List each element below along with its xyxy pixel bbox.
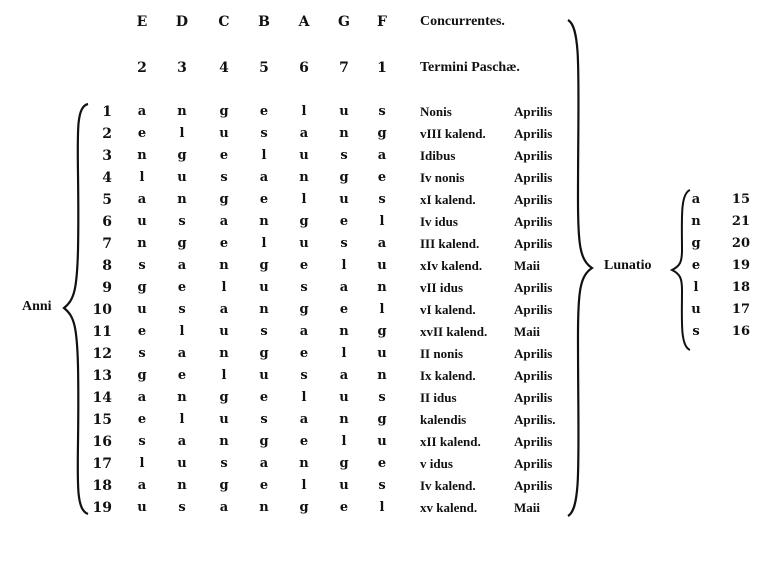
- year-number: 18: [92, 478, 112, 494]
- letter-cell: e: [137, 324, 147, 339]
- date-cell: vIII kalend.: [420, 126, 486, 141]
- letter-cell: s: [340, 148, 348, 163]
- letter-cell: l: [379, 214, 385, 229]
- letter-cell: n: [259, 214, 269, 229]
- letter-cell: a: [377, 148, 387, 163]
- letter-cell: l: [301, 104, 307, 119]
- letter-cell: e: [177, 368, 187, 383]
- lunatio-letter: g: [691, 236, 701, 251]
- letter-cell: n: [339, 412, 349, 427]
- letter-cell: n: [339, 324, 349, 339]
- month-cell: Aprilis: [514, 214, 553, 229]
- letter-cell: u: [259, 280, 269, 295]
- letter-cell: l: [139, 170, 145, 185]
- header-number: 2: [137, 60, 147, 76]
- year-number: 8: [102, 258, 112, 274]
- header-number: 5: [259, 60, 269, 76]
- month-cell: Aprilis: [514, 236, 553, 251]
- letter-cell: a: [137, 478, 147, 493]
- letter-cell: s: [260, 412, 268, 427]
- month-cell: Aprilis: [514, 302, 553, 317]
- header-letter: B: [258, 14, 270, 30]
- letter-cell: s: [138, 434, 146, 449]
- letter-cell: n: [259, 302, 269, 317]
- letter-cell: n: [259, 500, 269, 515]
- letter-cell: n: [177, 478, 187, 493]
- letter-cell: a: [259, 456, 269, 471]
- month-cell: Aprilis: [514, 280, 553, 295]
- month-cell: Aprilis: [514, 104, 553, 119]
- anni-label: Anni: [22, 299, 52, 314]
- letter-cell: g: [137, 368, 147, 383]
- header-letter: F: [377, 14, 387, 30]
- letter-cell: u: [259, 368, 269, 383]
- letter-cell: n: [177, 390, 187, 405]
- letter-cell: l: [341, 346, 347, 361]
- letter-cell: u: [219, 126, 229, 141]
- letter-cell: a: [137, 390, 147, 405]
- date-cell: III kalend.: [420, 236, 480, 251]
- year-number: 16: [92, 434, 112, 450]
- date-cell: Nonis: [420, 104, 452, 119]
- date-cell: xIv kalend.: [420, 258, 483, 273]
- letter-cell: s: [378, 390, 386, 405]
- year-number: 17: [92, 456, 112, 472]
- letter-cell: a: [339, 280, 349, 295]
- letter-cell: u: [377, 346, 387, 361]
- letter-cell: g: [259, 346, 269, 361]
- letter-cell: u: [219, 324, 229, 339]
- letter-cell: a: [219, 302, 229, 317]
- month-cell: Aprilis.: [514, 412, 556, 427]
- letter-cell: l: [179, 126, 185, 141]
- header-letter: E: [136, 14, 148, 30]
- letter-cell: u: [339, 104, 349, 119]
- letter-cell: l: [179, 412, 185, 427]
- year-number: 4: [102, 170, 112, 186]
- letter-cell: a: [299, 412, 309, 427]
- letter-cell: n: [177, 192, 187, 207]
- letter-cell: u: [137, 500, 147, 515]
- date-cell: v idus: [420, 456, 453, 471]
- year-number: 14: [92, 390, 112, 406]
- month-cell: Aprilis: [514, 192, 553, 207]
- letter-cell: l: [139, 456, 145, 471]
- letter-cell: g: [299, 500, 309, 515]
- letter-cell: s: [138, 258, 146, 273]
- year-number: 10: [92, 302, 112, 318]
- letter-cell: l: [301, 390, 307, 405]
- letter-cell: s: [220, 170, 228, 185]
- lunatio-letter: n: [691, 214, 701, 229]
- header-letter: A: [298, 14, 310, 30]
- letter-cell: n: [177, 104, 187, 119]
- year-number: 9: [102, 280, 112, 296]
- right-brace: [568, 20, 592, 516]
- letter-cell: u: [177, 456, 187, 471]
- letter-cell: s: [220, 456, 228, 471]
- letter-cell: a: [259, 170, 269, 185]
- letter-cell: e: [259, 390, 269, 405]
- month-cell: Maii: [514, 258, 540, 273]
- date-cell: vII idus: [420, 280, 463, 295]
- letter-cell: g: [177, 148, 187, 163]
- letter-cell: e: [339, 302, 349, 317]
- year-number: 15: [92, 412, 112, 428]
- date-cell: xv kalend.: [420, 500, 478, 515]
- letter-cell: g: [259, 258, 269, 273]
- letter-cell: l: [341, 434, 347, 449]
- letter-cell: e: [299, 434, 309, 449]
- header-number: 3: [177, 60, 187, 76]
- letter-cell: s: [178, 302, 186, 317]
- letter-cell: a: [219, 214, 229, 229]
- letter-cell: n: [137, 148, 147, 163]
- letter-cell: l: [341, 258, 347, 273]
- lunatio-letter: l: [693, 280, 699, 295]
- letter-cell: e: [339, 500, 349, 515]
- lunatio-value: 16: [731, 324, 750, 339]
- letter-cell: l: [379, 500, 385, 515]
- letter-cell: s: [300, 368, 308, 383]
- letter-cell: g: [177, 236, 187, 251]
- letter-cell: g: [339, 456, 349, 471]
- concurrentes-label: Concurrentes.: [420, 14, 505, 29]
- lunatio-letter: u: [691, 302, 701, 317]
- lunatio-value: 15: [731, 192, 750, 207]
- date-cell: II nonis: [420, 346, 463, 361]
- letter-cell: u: [137, 214, 147, 229]
- date-cell: Iv idus: [420, 214, 458, 229]
- letter-cell: u: [137, 302, 147, 317]
- letter-cell: s: [378, 192, 386, 207]
- letter-cell: u: [377, 434, 387, 449]
- letter-cell: g: [219, 104, 229, 119]
- letter-cell: l: [179, 324, 185, 339]
- year-number: 19: [92, 500, 112, 516]
- letter-cell: s: [260, 126, 268, 141]
- year-number: 12: [92, 346, 112, 362]
- letter-cell: s: [340, 236, 348, 251]
- letter-cell: l: [261, 148, 267, 163]
- letter-cell: g: [299, 214, 309, 229]
- letter-cell: e: [299, 258, 309, 273]
- date-cell: II idus: [420, 390, 457, 405]
- lunatio-value: 21: [731, 214, 750, 229]
- month-cell: Aprilis: [514, 478, 553, 493]
- lunatio-letter: a: [691, 192, 701, 207]
- letter-cell: a: [177, 434, 187, 449]
- letter-cell: g: [137, 280, 147, 295]
- letter-cell: a: [299, 324, 309, 339]
- header-number: 7: [339, 60, 349, 76]
- date-cell: Idibus: [420, 148, 456, 163]
- letter-cell: a: [339, 368, 349, 383]
- letter-cell: e: [219, 236, 229, 251]
- letter-cell: g: [259, 434, 269, 449]
- letter-cell: n: [339, 126, 349, 141]
- letter-cell: e: [137, 412, 147, 427]
- month-cell: Aprilis: [514, 148, 553, 163]
- letter-cell: n: [219, 434, 229, 449]
- year-number: 13: [92, 368, 112, 384]
- letter-cell: e: [377, 456, 387, 471]
- month-cell: Maii: [514, 500, 540, 515]
- header-letter: D: [175, 14, 189, 30]
- date-cell: xII kalend.: [420, 434, 481, 449]
- letter-cell: a: [219, 500, 229, 515]
- letter-cell: e: [299, 346, 309, 361]
- letter-cell: s: [178, 214, 186, 229]
- year-number: 11: [92, 324, 112, 340]
- letter-cell: n: [377, 280, 387, 295]
- letter-cell: u: [299, 236, 309, 251]
- letter-cell: n: [219, 258, 229, 273]
- lunatio-value: 18: [731, 280, 750, 295]
- month-cell: Aprilis: [514, 346, 553, 361]
- month-cell: Aprilis: [514, 368, 553, 383]
- letter-cell: g: [299, 302, 309, 317]
- letter-cell: g: [377, 126, 387, 141]
- letter-cell: a: [377, 236, 387, 251]
- month-cell: Aprilis: [514, 126, 553, 141]
- month-cell: Aprilis: [514, 434, 553, 449]
- year-number: 2: [102, 126, 112, 142]
- month-cell: Aprilis: [514, 390, 553, 405]
- letter-cell: e: [219, 148, 229, 163]
- letter-cell: u: [219, 412, 229, 427]
- year-number: 5: [102, 192, 112, 208]
- lunatio-letter: e: [691, 258, 701, 273]
- header-number: 6: [299, 60, 309, 76]
- letter-cell: l: [301, 192, 307, 207]
- letter-cell: g: [377, 412, 387, 427]
- date-cell: Iv kalend.: [420, 478, 476, 493]
- letter-cell: u: [299, 148, 309, 163]
- lunatio-letter: s: [692, 324, 700, 339]
- letter-cell: e: [177, 280, 187, 295]
- letter-cell: l: [301, 478, 307, 493]
- letter-cell: a: [137, 104, 147, 119]
- letter-cell: s: [378, 104, 386, 119]
- header-letter: C: [218, 14, 230, 30]
- letter-cell: u: [177, 170, 187, 185]
- letter-cell: a: [299, 126, 309, 141]
- header-letter: G: [338, 14, 350, 30]
- date-cell: vI kalend.: [420, 302, 476, 317]
- letter-cell: a: [137, 192, 147, 207]
- year-number: 3: [102, 148, 112, 164]
- letter-cell: n: [377, 368, 387, 383]
- letter-cell: g: [219, 478, 229, 493]
- header-number: 4: [219, 60, 229, 76]
- letter-cell: s: [300, 280, 308, 295]
- letter-cell: u: [377, 258, 387, 273]
- year-number: 6: [102, 214, 112, 230]
- letter-cell: l: [379, 302, 385, 317]
- letter-cell: u: [339, 192, 349, 207]
- date-cell: xI kalend.: [420, 192, 476, 207]
- letter-cell: s: [260, 324, 268, 339]
- month-cell: Aprilis: [514, 170, 553, 185]
- lunatio-value: 17: [731, 302, 750, 317]
- letter-cell: e: [377, 170, 387, 185]
- date-cell: Iv nonis: [420, 170, 465, 185]
- lunatio-label: Lunatio: [604, 258, 652, 273]
- date-cell: xvII kalend.: [420, 324, 488, 339]
- lunatio-value: 20: [731, 236, 750, 251]
- letter-cell: u: [339, 390, 349, 405]
- letter-cell: g: [219, 192, 229, 207]
- letter-cell: g: [377, 324, 387, 339]
- letter-cell: e: [137, 126, 147, 141]
- letter-cell: n: [299, 170, 309, 185]
- letter-cell: g: [219, 390, 229, 405]
- month-cell: Maii: [514, 324, 540, 339]
- year-number: 1: [102, 104, 112, 120]
- letter-cell: u: [339, 478, 349, 493]
- letter-cell: l: [221, 280, 227, 295]
- letter-cell: e: [259, 192, 269, 207]
- date-cell: kalendis: [420, 412, 467, 427]
- letter-cell: e: [339, 214, 349, 229]
- year-number: 7: [102, 236, 112, 252]
- letter-cell: s: [178, 500, 186, 515]
- lunatio-value: 19: [731, 258, 750, 273]
- letter-cell: a: [177, 258, 187, 273]
- letter-cell: s: [138, 346, 146, 361]
- header-number: 1: [377, 60, 387, 76]
- letter-cell: l: [221, 368, 227, 383]
- letter-cell: g: [339, 170, 349, 185]
- letter-cell: n: [299, 456, 309, 471]
- left-brace: [64, 104, 88, 514]
- letter-cell: s: [378, 478, 386, 493]
- letter-cell: e: [259, 104, 269, 119]
- letter-cell: n: [137, 236, 147, 251]
- date-cell: Ix kalend.: [420, 368, 476, 383]
- month-cell: Aprilis: [514, 456, 553, 471]
- letter-cell: l: [261, 236, 267, 251]
- letter-cell: a: [177, 346, 187, 361]
- letter-cell: e: [259, 478, 269, 493]
- termini-label: Termini Paschæ.: [420, 60, 520, 75]
- letter-cell: n: [219, 346, 229, 361]
